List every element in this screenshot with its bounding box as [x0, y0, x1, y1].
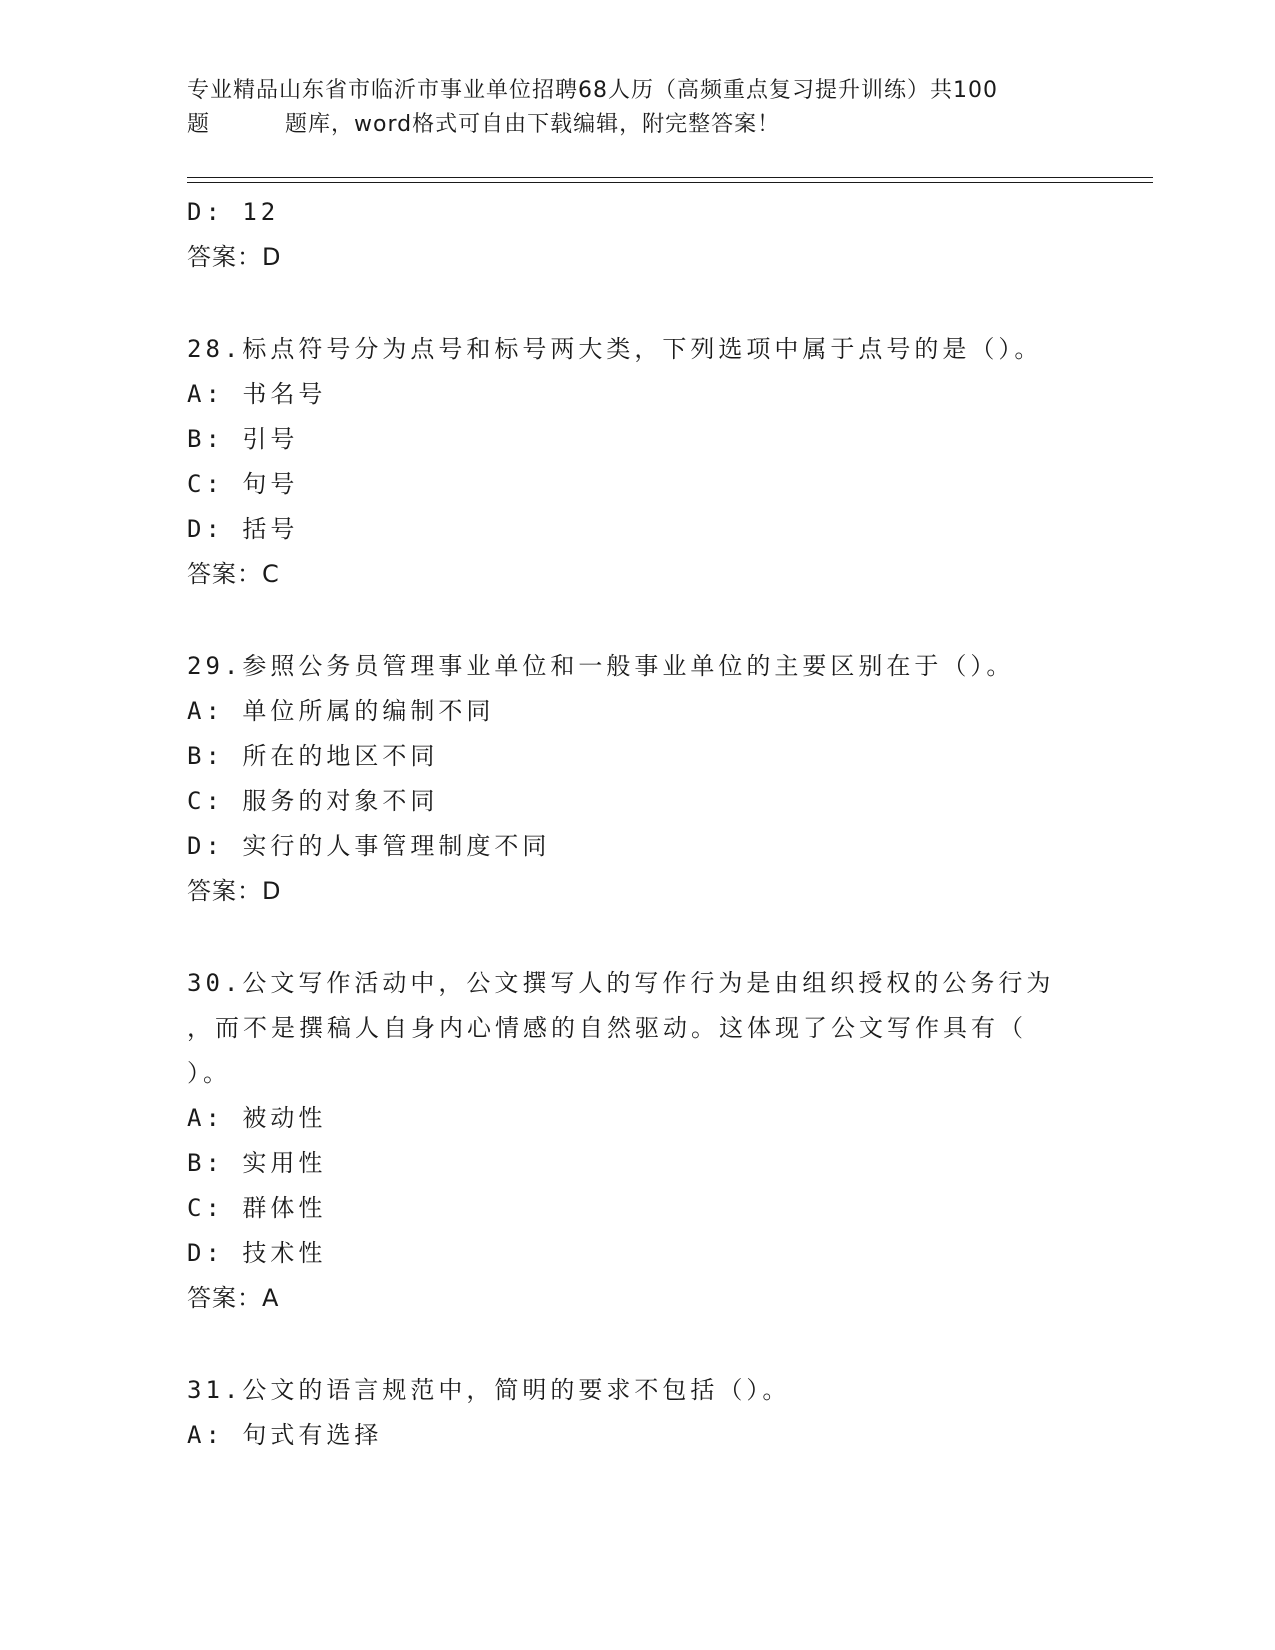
- option-line: A: 单位所属的编制不同: [187, 697, 495, 725]
- question-stem: 28.标点符号分为点号和标号两大类，下列选项中属于点号的是（）。: [187, 335, 1043, 363]
- option-line: A: 被动性: [187, 1104, 327, 1132]
- option-line: D: 括号: [187, 515, 299, 543]
- answer-line: 答案：D: [187, 877, 282, 905]
- spacer: [187, 597, 1087, 644]
- option-line: B: 引号: [187, 425, 299, 453]
- answer-line: 答案：A: [187, 1284, 280, 1312]
- spacer: [187, 914, 1087, 961]
- option-line: D: 12: [187, 198, 280, 226]
- option-line: B: 实用性: [187, 1149, 327, 1177]
- header-divider-bottom: [187, 182, 1153, 183]
- option-line: D: 技术性: [187, 1239, 327, 1267]
- question-30: [187, 961, 1087, 1321]
- page-header: [187, 74, 1067, 142]
- question-content: [187, 190, 1087, 1458]
- spacer: [187, 280, 1087, 327]
- question-31: [187, 1368, 1087, 1458]
- option-line: D: 实行的人事管理制度不同: [187, 832, 551, 860]
- spacer: [187, 1321, 1087, 1368]
- option-line: C: 群体性: [187, 1194, 327, 1222]
- answer-line: 答案：C: [187, 560, 280, 588]
- header-title-line-2-b: 题库，word格式可自由下载编辑，附完整答案！: [285, 112, 781, 137]
- header-title-line-2: [187, 108, 1067, 142]
- question-29: [187, 644, 1087, 914]
- previous-question-tail: [187, 190, 1087, 280]
- header-title-line-1: 专业精品山东省市临沂市事业单位招聘68人历（高频重点复习提升训练）共100: [187, 78, 998, 103]
- option-line: A: 句式有选择: [187, 1421, 383, 1449]
- header-divider-top: [187, 177, 1153, 178]
- question-stem: 29.参照公务员管理事业单位和一般事业单位的主要区别在于（）。: [187, 652, 1015, 680]
- option-line: B: 所在的地区不同: [187, 742, 439, 770]
- answer-line: 答案：D: [187, 243, 282, 271]
- header-title-line-2-a: 题: [187, 112, 211, 137]
- question-stem: 31.公文的语言规范中，简明的要求不包括（）。: [187, 1376, 791, 1404]
- question-stem-continued: ）。: [187, 1059, 231, 1087]
- option-line: C: 句号: [187, 470, 299, 498]
- question-stem: 30.公文写作活动中，公文撰写人的写作行为是由组织授权的公务行为: [187, 969, 1055, 997]
- option-line: A: 书名号: [187, 380, 327, 408]
- question-stem-continued: ，而不是撰稿人自身内心情感的自然驱动。这体现了公文写作具有（: [187, 1014, 1027, 1042]
- question-28: [187, 327, 1087, 597]
- option-line: C: 服务的对象不同: [187, 787, 439, 815]
